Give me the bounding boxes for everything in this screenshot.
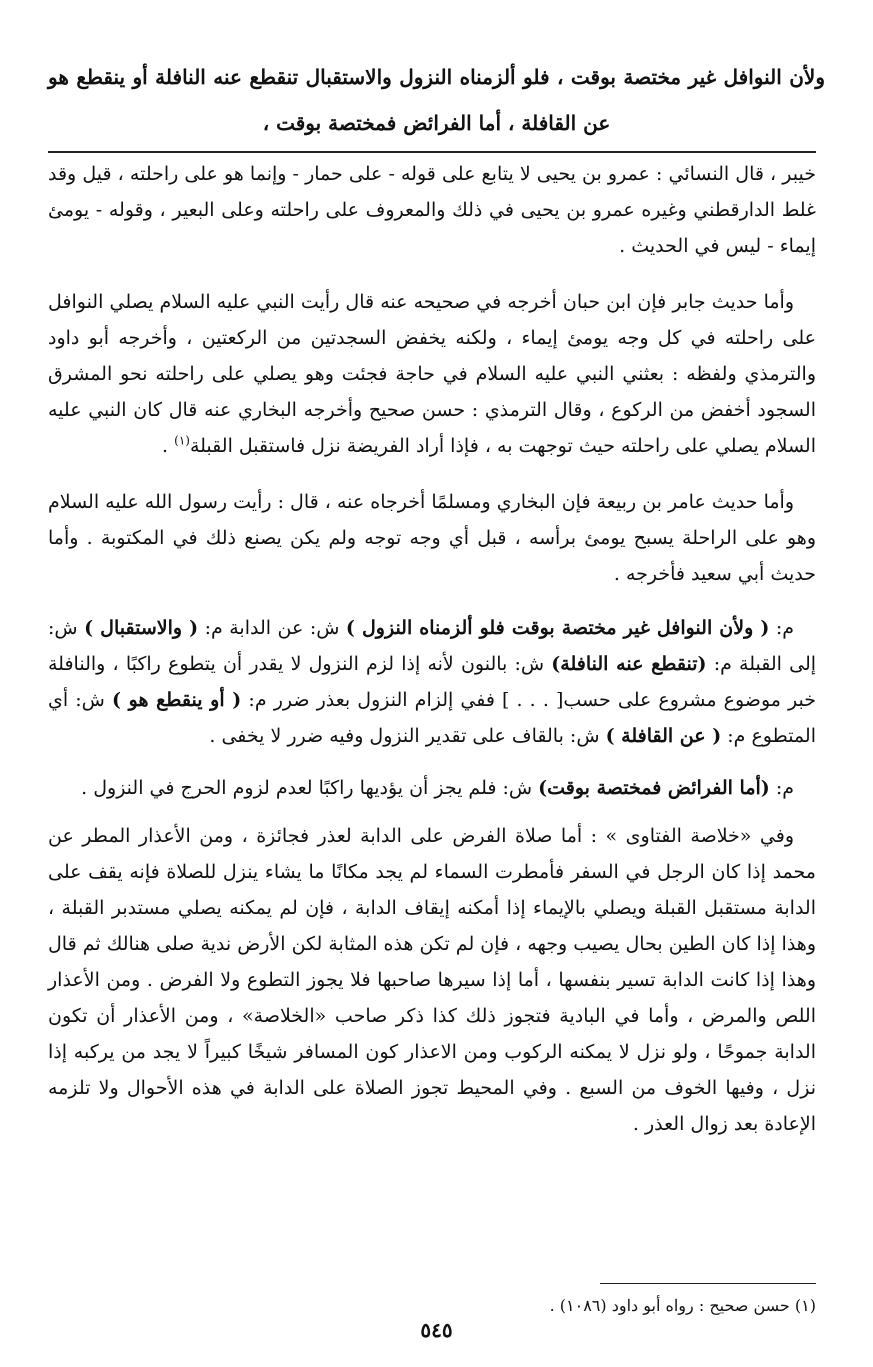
sharh-paragraph-end: . xyxy=(162,435,175,457)
sharh-paragraph: وفي «خلاصة الفتاوى » : أما صلاة الفرض على الدابة لعذر فجائزة ، ومن الأعذار المطر عن محمد إذا كان الرجل في السفر فأمطرت السماء لم يجد مكانًا ما يشاء ينزل للصلاة فإنه يقف على الدابة مستقبل القبلة ويصلي بالإيماء إذا أمكنه إيقاف الدابة ، فإن لم يمكنه يصلي مستدبر القبلة ، وهذا إذا كان الطين بحال يصيب وجهه ، فإن لم تكن هذه المثابة لكن الأرض ندية صلى هنالك ثم قال وهذا إذا كانت الدابة تسير بنفسها ، أما إذا سيرها صاحبها فلا يجوز التطوع ولا الفرض . ومن الأعذار اللص والمرض ، وأما في البادية فتجوز ذلك كذا ذكر صاحب «الخلاصة» ، ومن الأعذار أن تكون الدابة جموحًا ، ولو نزل لا يمكنه الركوب ومن الاعذار كون المسافر شيخًا كبيراً لا يجد من يركبه إذا نزل ، وفيها الخوف من السبع . وفي المحيط تجوز الصلاة على الدابة في هذه الأحوال ولا تلزمه الإعادة بعد زوال العذر . xyxy=(48,825,816,1135)
footnote-divider xyxy=(600,1283,816,1284)
footnote-reference: (١) xyxy=(174,433,190,448)
matn-quote: ( ولأن النوافل غير مختصة بوقت فلو ألزمناه النزول ) xyxy=(345,617,770,639)
sharh-paragraph: وأما حديث عامر بن ربيعة فإن البخاري ومسلمًا أخرجاه عنه ، قال : رأيت رسول الله عليه السلام وهو على الراحلة يسبح يومئ برأسه ، قبل أي وجه توجه ولم يكن يصنع ذلك في المكتوبة . وأما حديث أبي سعيد فأخرجه . xyxy=(48,491,816,585)
matn-quote: ( أو ينقطع هو ) xyxy=(111,689,242,711)
sharh-paragraph: خيبر ، قال النسائي : عمرو بن يحيى لا يتابع على قوله - على حمار - وإنما هو على راحلته ، قيل وقد غلط الدارقطني وغيره عمرو بن يحيى في ذلك والمعروف على راحلته وعلى البعير ، وقوله - يومئ إيماء - ليس في الحديث . xyxy=(48,163,816,257)
matn-quote: (تنقطع عنه النافلة) xyxy=(551,653,707,675)
sharh-paragraph-text: وأما حديث جابر فإن ابن حبان أخرجه في صحيحه عنه قال رأيت النبي عليه السلام يصلي النوافل على راحلته في كل وجه يومئ إيماء ، ولكنه يخفض السجدتين من الركعتين ، وأخرجه أبو داود والترمذي ولفظه : بعثني النبي عليه السلام في حاجة فجئت وهو يصلي على راحلته نحو المشرق السجود أخفض من الركوع ، وقال الترمذي : حسن صحيح وأخرجه البخاري عنه قال كان النبي عليه السلام يصلي على راحلته حيث توجهت به ، فإذا أراد الفريضة نزل فاستقبل القبلة xyxy=(48,291,816,457)
matn-quote: ( والاستقبال ) xyxy=(84,617,199,639)
sharh-text: ش: فلم يجز أن يؤديها راكبًا لعدم لزوم الحرج في النزول . xyxy=(81,777,539,799)
sharh-text: عن الدابة xyxy=(229,617,304,639)
matn-marker: م: xyxy=(198,617,230,639)
matn-quote: ( عن القافلة ) xyxy=(605,725,722,747)
matn-marker: م: xyxy=(769,617,794,639)
sharh-paragraph xyxy=(48,284,816,464)
sharh-marker: ش: xyxy=(303,617,346,639)
matn-quote: (أما الفرائض فمختصة بوقت) xyxy=(538,777,770,799)
sharh-body xyxy=(48,156,816,1142)
footnote: (١) حسن صحيح : رواه أبو داود (١٠٨٦) . xyxy=(549,1296,816,1315)
sharh-text: ش: أي المتطوع م: xyxy=(48,689,816,747)
sharh-paragraph xyxy=(48,610,816,754)
matn-marker: م: xyxy=(769,777,794,799)
matn-text: ولأن النوافل غير مختصة بوقت ، فلو ألزمناه النزول والاستقبال تنقطع عنه النافلة أو ينقطع هو عن القافلة ، أما الفرائض فمختصة بوقت ، xyxy=(48,65,825,135)
sharh-text: ش: بالنون لأنه إذا لزم النزول لا يقدر أن يتطوع راكبًا ، والنافلة خبر موضوع مشروع على حسب[ . . . ] ففي إلزام النزول بعذر ضرر م: xyxy=(48,653,817,711)
sharh-paragraph xyxy=(48,770,816,806)
sharh-text: ش: بالقاف على تقدير النزول وفيه ضرر لا يخفى . xyxy=(209,725,606,747)
matn-divider xyxy=(48,151,816,153)
sharh-text: ش: إلى القبلة م: xyxy=(48,617,817,675)
page-number: ٥٤٥ xyxy=(420,1318,453,1342)
